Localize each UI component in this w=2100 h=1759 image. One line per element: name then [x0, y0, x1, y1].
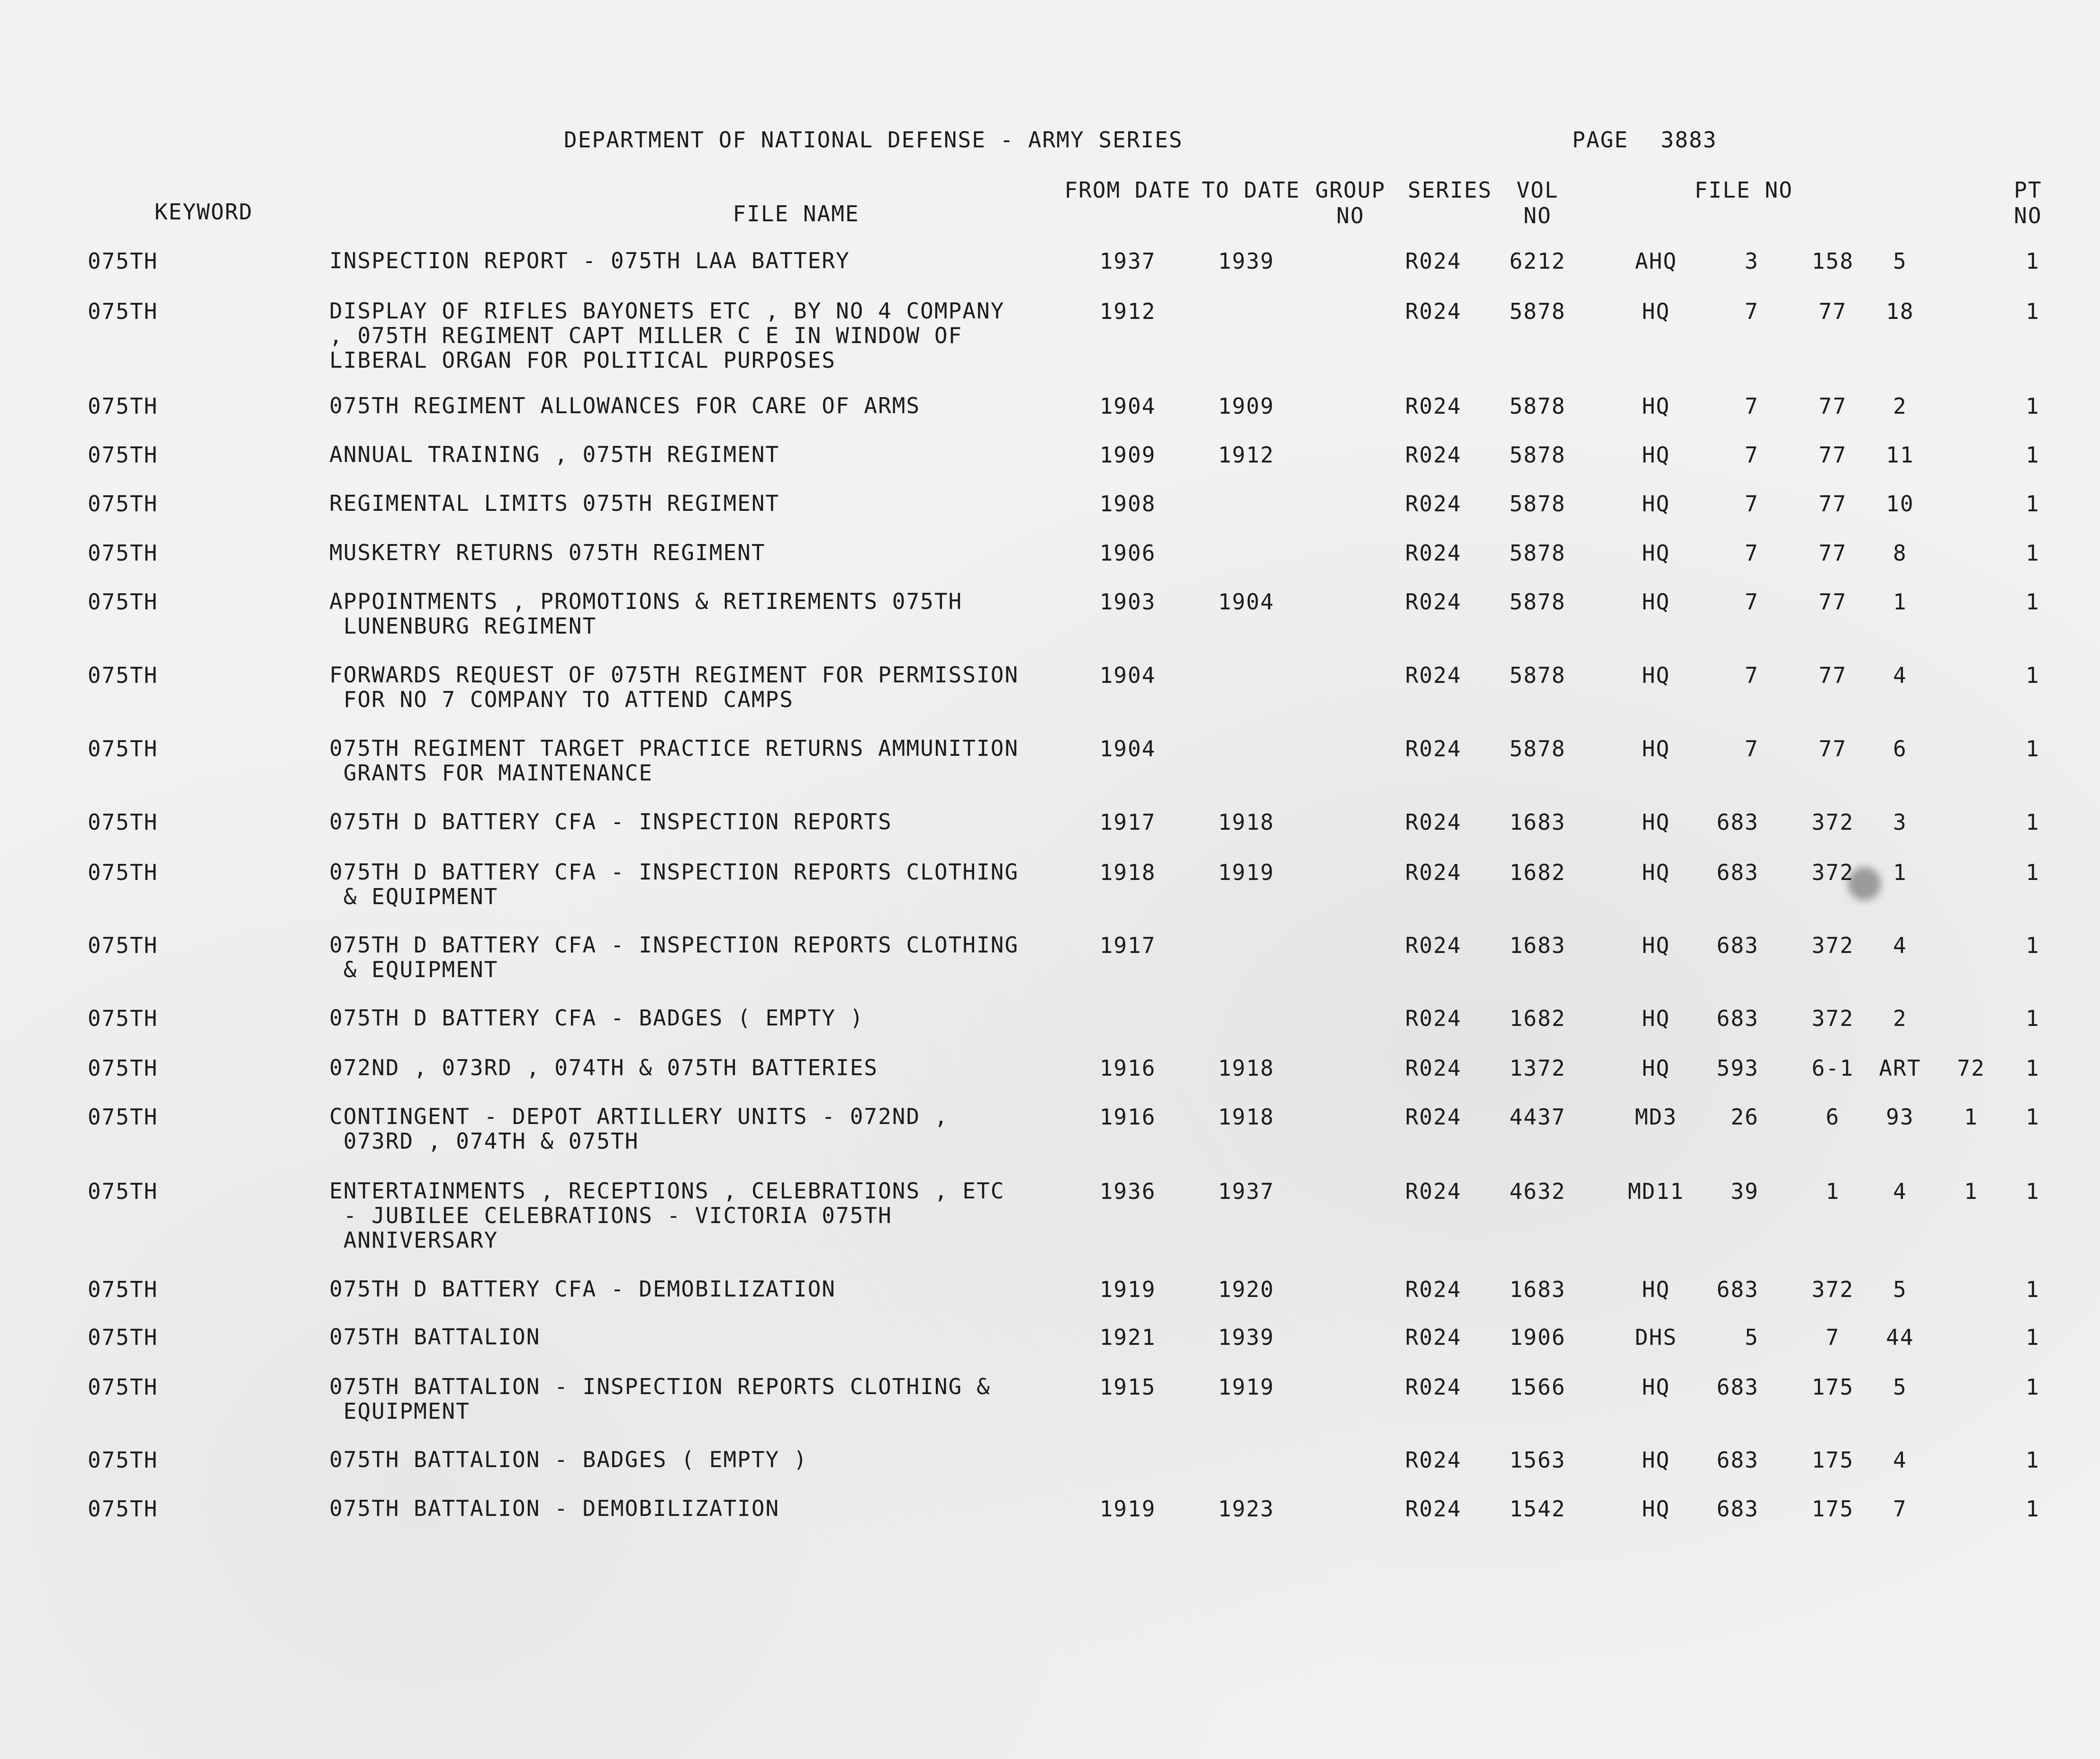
record-vol-no: 5878 [1509, 442, 1566, 468]
record-to-date: 1939 [1218, 248, 1275, 274]
record-keyword: 075TH [88, 860, 158, 885]
record-vol-no: 1682 [1509, 860, 1566, 885]
record-pt-no: 1 [2026, 1277, 2040, 1302]
record-pt-no: 1 [2026, 589, 2040, 615]
record-file-no-primary: 7 [1745, 589, 1759, 615]
record-file-no-primary: 683 [1716, 933, 1759, 958]
record-file-name-line: MUSKETRY RETURNS 075TH REGIMENT [329, 540, 766, 565]
record-file-no-office: HQ [1642, 809, 1670, 835]
record-file-no-tertiary: 7 [1893, 1496, 1907, 1522]
record-file-no-tertiary: 11 [1886, 442, 1914, 468]
record-file-no-secondary: 372 [1811, 1006, 1854, 1031]
record-file-no-secondary: 6-1 [1811, 1055, 1854, 1081]
record-series: R024 [1405, 393, 1462, 419]
record-to-date: 1923 [1218, 1496, 1275, 1522]
record-pt-no: 1 [2026, 1374, 2040, 1400]
record-file-no-tertiary: 4 [1893, 933, 1907, 958]
record-vol-no: 1542 [1509, 1496, 1566, 1522]
record-series: R024 [1405, 1374, 1462, 1400]
record-file-name [329, 662, 1019, 712]
record-file-name-line: 075TH D BATTERY CFA - INSPECTION REPORTS CLOTHING [329, 859, 1019, 885]
record-keyword: 075TH [88, 1006, 158, 1031]
record-keyword: 075TH [88, 1055, 158, 1081]
record-pt-no: 1 [2026, 1447, 2040, 1473]
record-file-no-office: MD3 [1635, 1104, 1677, 1130]
record-file-no-secondary: 6 [1826, 1104, 1840, 1130]
record-file-no-tertiary: 1 [1893, 589, 1907, 615]
record-file-no-primary: 593 [1716, 1055, 1759, 1081]
record-file-no-secondary: 77 [1819, 662, 1847, 688]
record-file-name [329, 860, 1019, 909]
record-to-date: 1918 [1218, 1104, 1275, 1130]
record-file-no-primary: 683 [1716, 1374, 1759, 1400]
record-file-no-office: HQ [1642, 1496, 1670, 1522]
column-header-to-date: TO DATE [1202, 177, 1300, 203]
record-file-no-tertiary: 18 [1886, 299, 1914, 324]
column-header-vol-no-line1: VOL [1516, 177, 1559, 203]
record-series: R024 [1405, 1496, 1462, 1522]
record-file-name-line: 075TH BATTALION - BADGES ( EMPTY ) [329, 1447, 808, 1472]
record-keyword: 075TH [88, 540, 158, 566]
record-file-no-secondary: 372 [1811, 809, 1854, 835]
record-file-no-office: DHS [1635, 1324, 1677, 1350]
record-file-no-tertiary: ART [1879, 1055, 1921, 1081]
record-file-name-line: 075TH BATTALION - INSPECTION REPORTS CLOTHING & [329, 1374, 991, 1399]
record-keyword: 075TH [88, 491, 158, 517]
record-file-no-secondary: 77 [1819, 491, 1847, 517]
record-keyword: 075TH [88, 1277, 158, 1302]
record-file-name [329, 540, 766, 565]
record-file-no-primary: 683 [1716, 809, 1759, 835]
record-from-date: 1915 [1099, 1374, 1156, 1400]
record-file-no-secondary: 77 [1819, 540, 1847, 566]
column-header-file-no: FILE NO [1694, 177, 1793, 203]
record-vol-no: 5878 [1509, 540, 1566, 566]
record-keyword: 075TH [88, 442, 158, 468]
record-pt-no: 1 [2026, 248, 2040, 274]
record-file-no-tertiary: 3 [1893, 809, 1907, 835]
record-file-no-secondary: 7 [1826, 1324, 1840, 1350]
record-from-date: 1918 [1099, 860, 1156, 885]
record-file-name [329, 1055, 878, 1080]
record-pt-no: 1 [2026, 860, 2040, 885]
record-series: R024 [1405, 1006, 1462, 1031]
record-file-name [329, 1374, 991, 1424]
record-to-date: 1939 [1218, 1324, 1275, 1350]
record-file-no-tertiary: 93 [1886, 1104, 1914, 1130]
record-file-name-line: DISPLAY OF RIFLES BAYONETS ETC , BY NO 4 COMPANY [329, 298, 1005, 324]
record-from-date: 1917 [1099, 933, 1156, 958]
record-series: R024 [1405, 589, 1462, 615]
record-file-name-line: GRANTS FOR MAINTENANCE [329, 760, 653, 786]
record-to-date: 1918 [1218, 1055, 1275, 1081]
column-header-group-no-line2: NO [1336, 203, 1365, 228]
record-series: R024 [1405, 299, 1462, 324]
record-file-name-line: 075TH D BATTERY CFA - INSPECTION REPORTS CLOTHING [329, 932, 1019, 958]
record-to-date: 1919 [1218, 860, 1275, 885]
record-vol-no: 5878 [1509, 736, 1566, 762]
record-keyword: 075TH [88, 1496, 158, 1522]
record-pt-no: 1 [2026, 1179, 2040, 1204]
record-file-no-primary: 7 [1745, 736, 1759, 762]
record-keyword: 075TH [88, 1179, 158, 1204]
column-header-vol-no-line2: NO [1523, 203, 1552, 228]
record-file-no-tertiary: 44 [1886, 1324, 1914, 1350]
record-vol-no: 1682 [1509, 1006, 1566, 1031]
record-vol-no: 1566 [1509, 1374, 1566, 1400]
column-header-series: SERIES [1407, 177, 1493, 203]
record-file-no-tertiary: 5 [1893, 248, 1907, 274]
record-file-no-secondary: 77 [1819, 299, 1847, 324]
record-file-name-line: FOR NO 7 COMPANY TO ATTEND CAMPS [329, 687, 794, 712]
record-to-date: 1909 [1218, 393, 1275, 419]
record-file-no-secondary: 175 [1811, 1496, 1854, 1522]
record-from-date: 1909 [1099, 442, 1156, 468]
record-file-name-line: ENTERTAINMENTS , RECEPTIONS , CELEBRATIONS , ETC [329, 1178, 1005, 1204]
record-vol-no: 5878 [1509, 393, 1566, 419]
record-file-no-tertiary: 8 [1893, 540, 1907, 566]
record-keyword: 075TH [88, 1374, 158, 1400]
record-file-no-primary: 683 [1716, 1496, 1759, 1522]
record-file-name-line: LUNENBURG REGIMENT [329, 613, 597, 639]
record-file-no-tertiary: 1 [1893, 860, 1907, 885]
column-header-from-date: FROM DATE [1064, 177, 1191, 203]
record-from-date: 1904 [1099, 393, 1156, 419]
record-pt-no: 1 [2026, 1006, 2040, 1031]
record-file-name-line: ANNUAL TRAINING , 075TH REGIMENT [329, 442, 780, 467]
record-file-no-office: HQ [1642, 540, 1670, 566]
record-file-name-line: 075TH REGIMENT TARGET PRACTICE RETURNS AMMUNITION [329, 735, 1019, 761]
record-file-no-secondary: 372 [1811, 1277, 1854, 1302]
record-file-no-primary: 7 [1745, 662, 1759, 688]
record-from-date: 1904 [1099, 736, 1156, 762]
record-file-no-primary: 5 [1745, 1324, 1759, 1350]
record-file-name [329, 809, 892, 834]
record-file-name-line: - JUBILEE CELEBRATIONS - VICTORIA 075TH [329, 1203, 892, 1228]
record-to-date: 1918 [1218, 809, 1275, 835]
record-file-name-line: 072ND , 073RD , 074TH & 075TH BATTERIES [329, 1055, 878, 1080]
record-keyword: 075TH [88, 1324, 158, 1350]
record-series: R024 [1405, 491, 1462, 517]
record-file-name [329, 299, 1005, 372]
record-pt-no: 1 [2026, 809, 2040, 835]
page-label: PAGE [1572, 127, 1629, 153]
column-header-vol-no [1516, 177, 1558, 228]
record-file-name-line: APPOINTMENTS , PROMOTIONS & RETIREMENTS 075TH [329, 589, 963, 614]
record-file-no-office: HQ [1642, 1374, 1670, 1400]
record-keyword: 075TH [88, 933, 158, 958]
record-file-no-secondary: 1 [1826, 1179, 1840, 1204]
column-header-pt-no-line2: NO [2014, 203, 2042, 228]
record-file-no-secondary: 372 [1811, 933, 1854, 958]
record-file-no-office: AHQ [1635, 248, 1677, 274]
record-file-no-secondary: 372 [1811, 860, 1854, 885]
record-file-no-primary: 683 [1716, 860, 1759, 885]
record-keyword: 075TH [88, 1447, 158, 1473]
record-file-name [329, 1324, 540, 1349]
record-vol-no: 4632 [1509, 1179, 1566, 1204]
record-file-name [329, 1104, 949, 1153]
record-file-name [329, 393, 920, 418]
record-file-no-office: HQ [1642, 860, 1670, 885]
record-pt-no: 1 [2026, 299, 2040, 324]
record-vol-no: 1683 [1509, 933, 1566, 958]
record-keyword: 075TH [88, 393, 158, 419]
record-file-name-line: LIBERAL ORGAN FOR POLITICAL PURPOSES [329, 347, 836, 373]
record-keyword: 075TH [88, 809, 158, 835]
document-title: DEPARTMENT OF NATIONAL DEFENSE - ARMY SERIES [564, 127, 1183, 153]
record-file-no-tertiary: 2 [1893, 1006, 1907, 1031]
record-keyword: 075TH [88, 662, 158, 688]
record-file-no-primary: 683 [1716, 1006, 1759, 1031]
record-file-name-line: 075TH D BATTERY CFA - INSPECTION REPORTS [329, 809, 892, 834]
record-file-no-tertiary: 4 [1893, 1179, 1907, 1204]
record-file-name [329, 248, 850, 273]
column-header-keyword: KEYWORD [154, 199, 253, 225]
record-to-date: 1912 [1218, 442, 1275, 468]
record-series: R024 [1405, 1324, 1462, 1350]
record-pt-no: 1 [2026, 1104, 2040, 1130]
record-file-no-office: HQ [1642, 299, 1670, 324]
record-file-name [329, 1447, 808, 1472]
column-header-pt-no-line1: PT [2014, 177, 2042, 203]
column-header-pt-no [2014, 177, 2042, 228]
record-file-no-office: HQ [1642, 1447, 1670, 1473]
record-file-no-office: HQ [1642, 589, 1670, 615]
record-file-no-primary: 7 [1745, 299, 1759, 324]
record-file-no-extra: 72 [1957, 1055, 1985, 1081]
record-series: R024 [1405, 933, 1462, 958]
record-file-no-primary: 7 [1745, 540, 1759, 566]
record-file-name [329, 589, 962, 638]
record-file-no-tertiary: 4 [1893, 662, 1907, 688]
record-from-date: 1921 [1099, 1324, 1156, 1350]
record-file-no-secondary: 175 [1811, 1447, 1854, 1473]
record-file-no-tertiary: 4 [1893, 1447, 1907, 1473]
record-file-name-line: , 075TH REGIMENT CAPT MILLER C E IN WINDOW OF [329, 323, 963, 348]
record-file-name [329, 1496, 779, 1521]
record-file-name-line: EQUIPMENT [329, 1398, 470, 1424]
column-header-group-no [1315, 177, 1385, 228]
record-pt-no: 1 [2026, 736, 2040, 762]
record-vol-no: 4437 [1509, 1104, 1566, 1130]
record-file-name-line: 075TH D BATTERY CFA - DEMOBILIZATION [329, 1276, 836, 1302]
record-file-name-line: & EQUIPMENT [329, 884, 498, 909]
record-file-no-office: HQ [1642, 662, 1670, 688]
record-file-name [329, 1179, 1005, 1252]
record-pt-no: 1 [2026, 1324, 2040, 1350]
record-from-date: 1906 [1099, 540, 1156, 566]
page-number: 3883 [1661, 127, 1717, 153]
record-file-name-line: FORWARDS REQUEST OF 075TH REGIMENT FOR PERMISSION [329, 662, 1019, 688]
record-from-date: 1912 [1099, 299, 1156, 324]
record-file-no-secondary: 77 [1819, 393, 1847, 419]
record-series: R024 [1405, 736, 1462, 762]
record-file-no-office: HQ [1642, 393, 1670, 419]
record-file-name-line: 073RD , 074TH & 075TH [329, 1128, 639, 1154]
record-file-no-primary: 7 [1745, 491, 1759, 517]
record-file-no-secondary: 158 [1811, 248, 1854, 274]
record-file-name-line: 075TH BATTALION [329, 1324, 541, 1350]
record-file-no-primary: 7 [1745, 393, 1759, 419]
record-file-no-primary: 3 [1745, 248, 1759, 274]
record-vol-no: 1683 [1509, 1277, 1566, 1302]
record-series: R024 [1405, 860, 1462, 885]
record-file-name-line: CONTINGENT - DEPOT ARTILLERY UNITS - 072ND , [329, 1104, 949, 1129]
record-file-no-tertiary: 5 [1893, 1374, 1907, 1400]
record-file-no-office: HQ [1642, 736, 1670, 762]
record-file-no-office: HQ [1642, 933, 1670, 958]
record-file-name-line: 075TH D BATTERY CFA - BADGES ( EMPTY ) [329, 1005, 864, 1031]
record-vol-no: 1683 [1509, 809, 1566, 835]
column-header-group-no-line1: GROUP [1315, 177, 1386, 203]
record-from-date: 1908 [1099, 491, 1156, 517]
record-from-date: 1919 [1099, 1277, 1156, 1302]
record-file-name-line: 075TH BATTALION - DEMOBILIZATION [329, 1496, 780, 1521]
record-series: R024 [1405, 1277, 1462, 1302]
record-pt-no: 1 [2026, 393, 2040, 419]
record-file-no-secondary: 175 [1811, 1374, 1854, 1400]
record-file-no-office: HQ [1642, 491, 1670, 517]
record-file-no-primary: 7 [1745, 442, 1759, 468]
record-from-date: 1916 [1099, 1104, 1156, 1130]
record-from-date: 1936 [1099, 1179, 1156, 1204]
record-keyword: 075TH [88, 248, 158, 274]
record-file-no-primary: 683 [1716, 1447, 1759, 1473]
record-from-date: 1919 [1099, 1496, 1156, 1522]
record-vol-no: 5878 [1509, 589, 1566, 615]
record-file-no-office: HQ [1642, 1055, 1670, 1081]
record-vol-no: 5878 [1509, 662, 1566, 688]
record-file-name [329, 736, 1019, 785]
record-file-no-primary: 683 [1716, 1277, 1759, 1302]
record-vol-no: 1372 [1509, 1055, 1566, 1081]
record-from-date: 1903 [1099, 589, 1156, 615]
record-file-no-office: HQ [1642, 1277, 1670, 1302]
record-vol-no: 6212 [1509, 248, 1566, 274]
record-to-date: 1920 [1218, 1277, 1275, 1302]
record-file-no-secondary: 77 [1819, 442, 1847, 468]
record-pt-no: 1 [2026, 442, 2040, 468]
record-series: R024 [1405, 809, 1462, 835]
record-file-no-primary: 39 [1730, 1179, 1759, 1204]
record-pt-no: 1 [2026, 662, 2040, 688]
column-header-file-name: FILE NAME [733, 201, 860, 227]
record-from-date: 1937 [1099, 248, 1156, 274]
record-file-name [329, 933, 1019, 982]
record-pt-no: 1 [2026, 933, 2040, 958]
record-file-no-office: HQ [1642, 442, 1670, 468]
record-to-date: 1919 [1218, 1374, 1275, 1400]
record-pt-no: 1 [2026, 1496, 2040, 1522]
record-series: R024 [1405, 1179, 1462, 1204]
record-pt-no: 1 [2026, 540, 2040, 566]
record-pt-no: 1 [2026, 491, 2040, 517]
record-vol-no: 5878 [1509, 491, 1566, 517]
record-pt-no: 1 [2026, 1055, 2040, 1081]
record-keyword: 075TH [88, 589, 158, 615]
record-file-no-office: MD11 [1628, 1179, 1684, 1204]
record-file-no-tertiary: 5 [1893, 1277, 1907, 1302]
record-to-date: 1937 [1218, 1179, 1275, 1204]
record-file-no-extra: 1 [1964, 1104, 1978, 1130]
record-vol-no: 1906 [1509, 1324, 1566, 1350]
record-file-name [329, 1277, 836, 1301]
record-file-name-line: REGIMENTAL LIMITS 075TH REGIMENT [329, 490, 780, 516]
record-file-no-tertiary: 10 [1886, 491, 1914, 517]
record-file-no-secondary: 77 [1819, 736, 1847, 762]
record-keyword: 075TH [88, 736, 158, 762]
record-file-name-line: ANNIVERSARY [329, 1227, 498, 1253]
record-file-no-secondary: 77 [1819, 589, 1847, 615]
record-series: R024 [1405, 662, 1462, 688]
record-file-no-tertiary: 2 [1893, 393, 1907, 419]
record-file-name [329, 491, 779, 516]
record-series: R024 [1405, 442, 1462, 468]
record-vol-no: 5878 [1509, 299, 1566, 324]
record-file-no-extra: 1 [1964, 1179, 1978, 1204]
record-to-date: 1904 [1218, 589, 1275, 615]
record-vol-no: 1563 [1509, 1447, 1566, 1473]
record-file-name-line: INSPECTION REPORT - 075TH LAA BATTERY [329, 248, 850, 273]
record-from-date: 1916 [1099, 1055, 1156, 1081]
record-file-no-office: HQ [1642, 1006, 1670, 1031]
record-file-name-line: & EQUIPMENT [329, 957, 498, 982]
record-file-name [329, 1006, 864, 1030]
record-file-no-tertiary: 6 [1893, 736, 1907, 762]
record-series: R024 [1405, 1447, 1462, 1473]
record-series: R024 [1405, 1055, 1462, 1081]
record-series: R024 [1405, 248, 1462, 274]
record-file-name [329, 442, 779, 467]
record-keyword: 075TH [88, 299, 158, 324]
record-series: R024 [1405, 540, 1462, 566]
record-from-date: 1917 [1099, 809, 1156, 835]
record-file-name-line: 075TH REGIMENT ALLOWANCES FOR CARE OF ARMS [329, 393, 921, 418]
record-from-date: 1904 [1099, 662, 1156, 688]
record-keyword: 075TH [88, 1104, 158, 1130]
record-file-no-primary: 26 [1730, 1104, 1759, 1130]
record-series: R024 [1405, 1104, 1462, 1130]
